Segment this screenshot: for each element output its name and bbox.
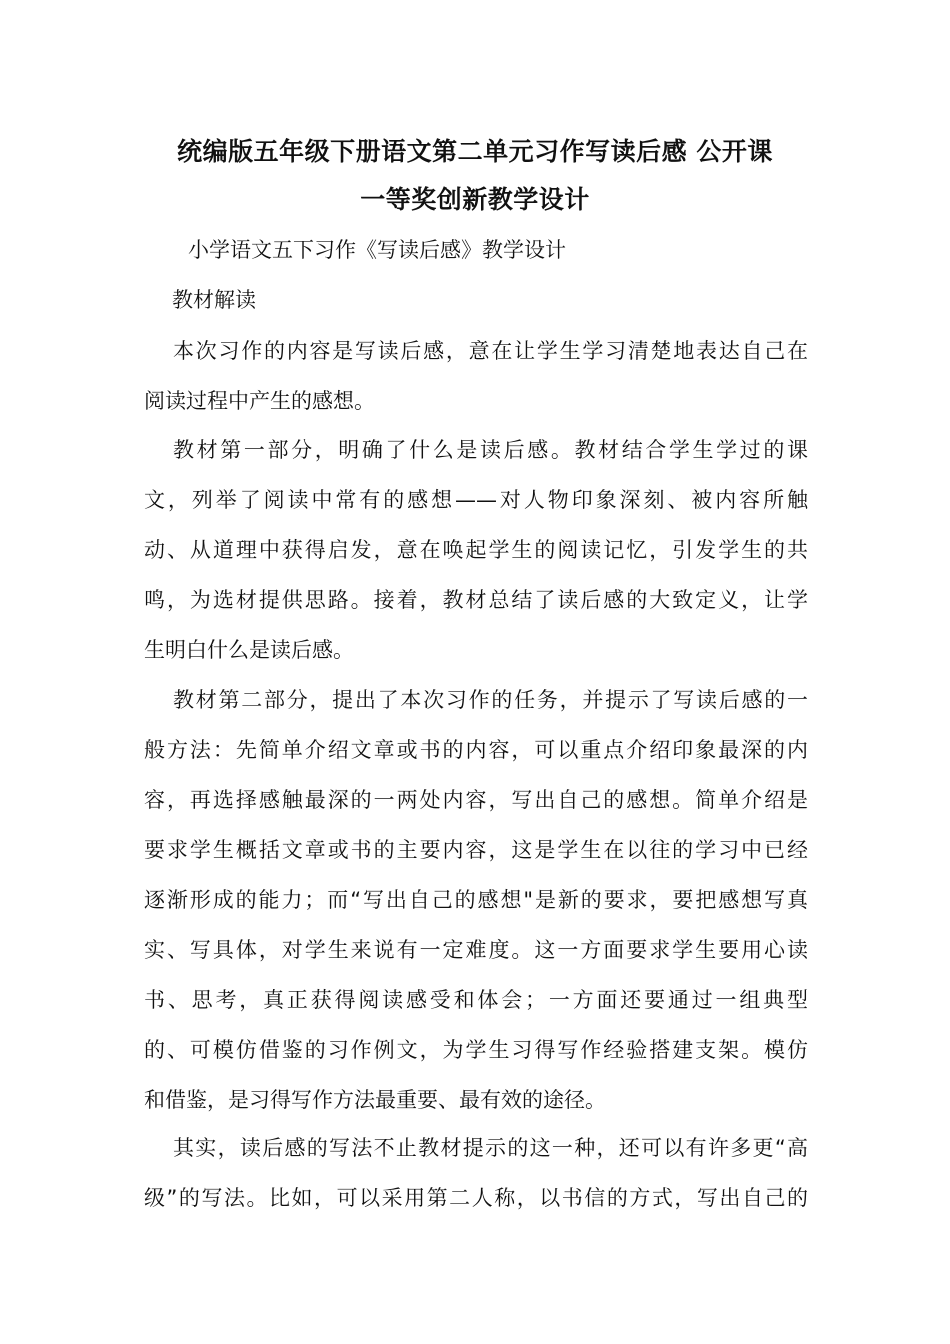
document-title-line1: 统编版五年级下册语文第二单元习作写读后感 公开课	[177, 137, 773, 166]
paragraph-line: 教材第一部分，明确了什么是读后感。教材结合学生学过的课	[173, 438, 808, 462]
paragraph-line: 的、可模仿借鉴的习作例文，为学生习得写作经验搭建支架。模仿	[144, 1038, 808, 1062]
paragraph-line: 级”的写法。比如，可以采用第二人称，以书信的方式，写出自己的	[144, 1186, 808, 1210]
paragraph-line: 其实，读后感的写法不止教材提示的这一种，还可以有许多更“高	[173, 1136, 808, 1160]
paragraph-4	[144, 1123, 808, 1223]
paragraph-line: 般方法：先简单介绍文章或书的内容，可以重点介绍印象最深的内	[144, 738, 808, 762]
paragraph-line: 阅读过程中产生的感想。	[144, 389, 375, 413]
paragraph-1	[144, 326, 808, 426]
document-subtitle: 小学语文五下习作《写读后感》教学设计	[188, 238, 566, 262]
paragraph-line: 本次习作的内容是写读后感，意在让学生学习清楚地表达自己在	[173, 339, 808, 363]
document-title-line2: 一等奖创新教学设计	[360, 185, 590, 214]
paragraph-line: 动、从道理中获得启发，意在唤起学生的阅读记忆，引发学生的共	[144, 538, 808, 562]
paragraph-line: 书、思考，真正获得阅读感受和体会；一方面还要通过一组典型	[144, 988, 808, 1012]
paragraph-line: 和借鉴，是习得写作方法最重要、最有效的途径。	[144, 1088, 606, 1112]
paragraph-2	[144, 425, 808, 675]
paragraph-line: 教材第二部分，提出了本次习作的任务，并提示了写读后感的一	[173, 688, 808, 712]
paragraph-line: 逐渐形成的能力；而“写出自己的感想"是新的要求，要把感想写真	[144, 888, 808, 912]
section-heading: 教材解读	[172, 288, 256, 312]
paragraph-line: 容，再选择感触最深的一两处内容，写出自己的感想。简单介绍是	[144, 788, 808, 812]
paragraph-line: 文，列举了阅读中常有的感想——对人物印象深刻、被内容所触	[144, 488, 808, 512]
paragraph-line: 要求学生概括文章或书的主要内容，这是学生在以往的学习中已经	[144, 838, 808, 862]
paragraph-3	[144, 675, 808, 1125]
paragraph-line: 生明白什么是读后感。	[144, 638, 354, 662]
paragraph-line: 实、写具体，对学生来说有一定难度。这一方面要求学生要用心读	[144, 938, 808, 962]
paragraph-line: 鸣，为选材提供思路。接着，教材总结了读后感的大致定义，让学	[144, 588, 808, 612]
